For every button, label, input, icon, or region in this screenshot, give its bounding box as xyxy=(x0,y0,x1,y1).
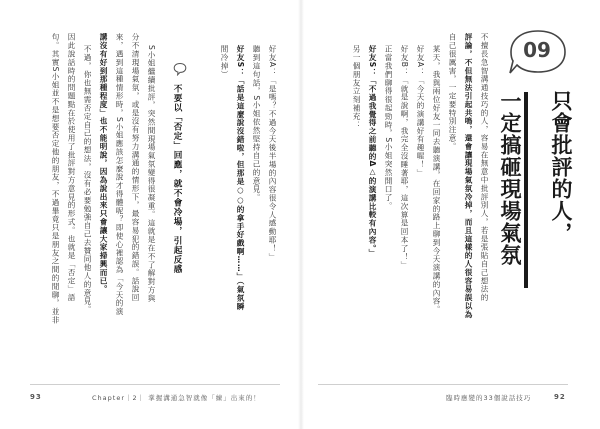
right-running-head: 臨時應變的33個說話技巧 xyxy=(446,394,532,402)
right-text-column: 另一個朋友立刻補充： xyxy=(352,45,361,129)
right-text-column: 自己很厲害，一定要特別注意。 xyxy=(448,33,457,151)
left-text-column: 分不清現場氣氛，或是沒有努力溝通的情形下，最容易犯的錯誤。話說回 xyxy=(131,33,140,302)
left-text-column: 間冷掉） xyxy=(220,45,229,79)
page-gutter xyxy=(298,0,304,429)
title-divider xyxy=(524,92,528,288)
left-footer-rule xyxy=(30,384,280,385)
chapter-title-line-1: 只會批評的人， xyxy=(549,90,573,244)
right-text-column: 好友S：「不過我覺得之前聽的Δ△的演講比較有內容。」 xyxy=(368,45,377,258)
right-text-column: 評論，不但無法引起共鳴，還會讓現場氣氛冷掉，而且這樣的人很容易誤以為 xyxy=(464,33,473,319)
left-text-column: S小姐繼續批評，突然間現場氣氛變得很凝重。這就是在不了解對方與 xyxy=(147,45,156,303)
left-text-column: 因此說話時的問題點在於使用了批評對方意見的形式。也就是「否定」語 xyxy=(67,33,76,302)
left-running-head: Chapter｜2｜ 掌握溝通急智就像「練」出來的！ xyxy=(92,394,261,402)
right-text-column: 正當我們聊得很起勁時，S小姐突然開口了。 xyxy=(384,45,393,211)
right-text-column: 好友B：「就是說啊，我完全沒睡著耶，這次算是回本了！」 xyxy=(400,45,409,270)
left-text-column: 聽到這句話，S小姐依然堅持自己的意見。 xyxy=(252,45,261,202)
left-text-column: 好友S：「話是這麼說沒錯啦，但那是○○的拿手好戲啊……」（氣氛瞬 xyxy=(236,45,245,311)
right-text-column: 好友A：「今天的演講好有趣喔！」 xyxy=(416,45,425,177)
left-page-number: 93 xyxy=(30,393,42,401)
left-text-column: 不過，你也無需否定自己的想法，沒有必要勉強自己去贊同他人的意見。 xyxy=(83,45,92,314)
right-footer-rule xyxy=(318,384,568,385)
section-subheading: 不要以「否定」回應，就不會冷場，引起反感 xyxy=(172,84,182,274)
chapter-number: 09 xyxy=(523,38,551,62)
right-text-column: 不擅長急智溝通技巧的人，容易在無意中批評別人，若是張貼自己想法的 xyxy=(480,33,489,302)
left-text-column: 好友A：「是嗎？不過今天後半場的內容很令人感動耶！」 xyxy=(268,45,277,261)
left-text-column: 來，遇到這種情形時，S小姐應該怎麼說才得體呢？即使心裡認為「今天的演 xyxy=(115,33,124,316)
right-page-number: 92 xyxy=(554,393,566,401)
right-text-column: 某天，我與兩位好友一同去聽演講，在回家的路上聊到今天演講的內容。 xyxy=(432,45,441,314)
left-text-column: 講沒有好到那種程度」也不能明說，因為說出來只會讓大家掃興而已。 xyxy=(99,33,108,294)
speech-bubble-icon xyxy=(173,62,187,76)
left-text-column: 句。其實S小姐並不是想要否定他的朋友，不過畢竟只是朋友之間的閒聊，並非 xyxy=(51,33,60,325)
chapter-title-line-2: 一定搞砸現場氣氛 xyxy=(498,90,522,266)
